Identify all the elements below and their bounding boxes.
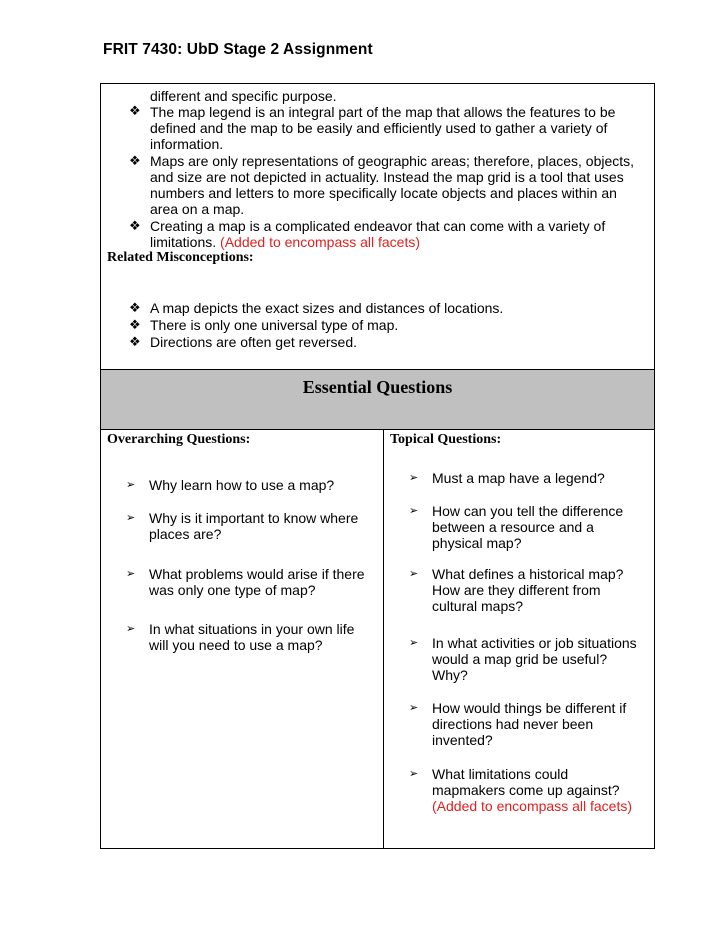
diamond-bullet-icon: ❖: [129, 317, 141, 332]
topical-q5-line-2: directions had never been: [432, 716, 594, 732]
topical-q2-line-3: physical map?: [432, 535, 522, 551]
understanding-1-line-2: defined and the map to be easily and efficiently used to gather a variety of: [150, 120, 608, 136]
page-header-title: FRIT 7430: UbD Stage 2 Assignment: [103, 41, 373, 58]
topical-q4-line-1: In what activities or job situations: [432, 635, 637, 651]
topical-q5-line-1: How would things be different if: [432, 700, 627, 716]
arrow-bullet-icon: ➢: [409, 702, 419, 714]
essential-questions-header-cell: [101, 370, 654, 430]
understandings-cell: [101, 84, 654, 370]
diamond-bullet-icon: ❖: [129, 218, 141, 233]
understanding-2-line-2: and size are not depicted in actuality. Instead the map grid is a tool that uses: [150, 169, 624, 185]
diamond-bullet-icon: ❖: [129, 300, 141, 315]
arrow-bullet-icon: ➢: [126, 623, 136, 635]
understanding-2-line-4: area on a map.: [150, 201, 245, 217]
topical-q4-line-3: Why?: [432, 667, 468, 683]
misconception-item-1: A map depicts the exact sizes and distances of locations.: [150, 300, 504, 316]
ubd-stage2-table: [100, 83, 655, 849]
arrow-bullet-icon: ➢: [126, 568, 136, 580]
topical-q4-line-2: would a map grid be useful?: [432, 651, 608, 667]
overarching-questions-label: Overarching Questions:: [107, 432, 251, 447]
overarching-q4-line-1: In what situations in your own life: [149, 621, 355, 637]
understanding-2-line-1: Maps are only representations of geographic areas; therefore, places, objects,: [150, 153, 635, 169]
related-misconceptions-label: Related Misconceptions:: [107, 250, 254, 265]
overarching-q2-line-2: places are?: [149, 526, 222, 542]
misconception-item-2: There is only one universal type of map.: [150, 317, 399, 333]
arrow-bullet-icon: ➢: [126, 479, 136, 491]
topical-q6-added-note-red: (Added to encompass all facets): [432, 798, 632, 814]
topical-q3-line-2: How are they different from: [432, 582, 601, 598]
understanding-1-line-3: information.: [150, 136, 224, 152]
topical-q6-line-1: What limitations could: [432, 766, 569, 782]
topical-q6-line-2: mapmakers come up against?: [432, 782, 620, 798]
understanding-3-prefix: limitations.: [150, 234, 221, 250]
understanding-3-line-1: Creating a map is a complicated endeavor that can come with a variety of: [150, 218, 606, 234]
arrow-bullet-icon: ➢: [409, 637, 419, 649]
overarching-q1-line-1: Why learn how to use a map?: [149, 477, 335, 493]
topical-q2-line-2: between a resource and a: [432, 519, 594, 535]
arrow-bullet-icon: ➢: [409, 505, 419, 517]
added-note-red: (Added to encompass all facets): [220, 234, 421, 250]
understanding-1-line-1: The map legend is an integral part of the map that allows the features to be: [150, 104, 616, 120]
topical-questions-label: Topical Questions:: [390, 432, 502, 447]
topical-q1-line-1: Must a map have a legend?: [432, 470, 605, 486]
overarching-q3-line-1: What problems would arise if there: [149, 566, 365, 582]
misconception-item-3: Directions are often get reversed.: [150, 334, 357, 350]
column-divider: [383, 430, 384, 848]
essential-questions-title: Essential Questions: [302, 377, 453, 397]
diamond-bullet-icon: ❖: [129, 153, 141, 168]
understanding-2-line-3: numbers and letters to more specifically locate objects and places within an: [150, 185, 617, 201]
arrow-bullet-icon: ➢: [409, 568, 419, 580]
arrow-bullet-icon: ➢: [409, 768, 419, 780]
continued-understanding-line: different and specific purpose.: [150, 88, 337, 104]
topical-q5-line-3: invented?: [432, 732, 493, 748]
topical-q3-line-1: What defines a historical map?: [432, 566, 624, 582]
understanding-3-line-2: [150, 234, 420, 250]
topical-q2-line-1: How can you tell the difference: [432, 503, 624, 519]
overarching-q2-line-1: Why is it important to know where: [149, 510, 359, 526]
topical-q3-line-3: cultural maps?: [432, 598, 524, 614]
arrow-bullet-icon: ➢: [409, 472, 419, 484]
diamond-bullet-icon: ❖: [129, 334, 141, 349]
questions-columns: [101, 430, 654, 848]
overarching-q4-line-2: will you need to use a map?: [149, 637, 323, 653]
arrow-bullet-icon: ➢: [126, 512, 136, 524]
diamond-bullet-icon: ❖: [129, 103, 141, 118]
overarching-q3-line-2: was only one type of map?: [149, 582, 316, 598]
